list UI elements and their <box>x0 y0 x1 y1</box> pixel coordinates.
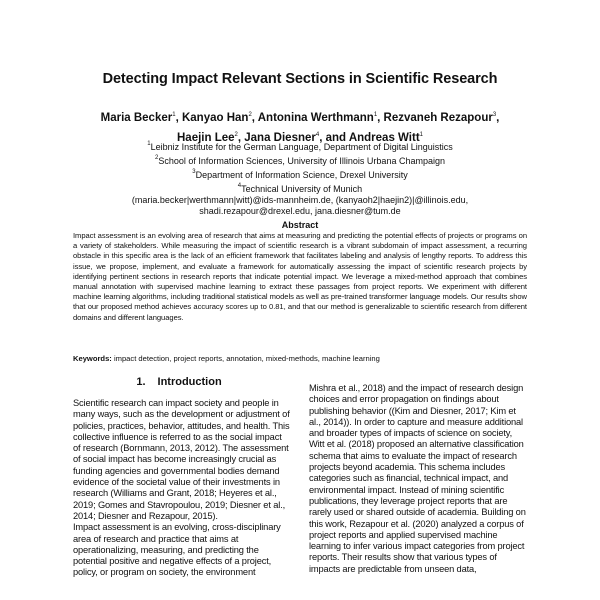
keywords-label: Keywords: <box>73 354 112 363</box>
affiliation-mark: 2 <box>248 112 252 118</box>
left-column <box>73 398 291 600</box>
author-name: Andreas Witt <box>348 132 420 144</box>
affiliation-mark: 1 <box>147 141 151 147</box>
section-title: Introduction <box>157 376 222 388</box>
author-separator: , <box>237 132 245 144</box>
author-name: Rezvaneh Rezapour <box>383 112 493 124</box>
affiliation-list <box>40 139 560 217</box>
keywords <box>73 354 527 364</box>
abstract-text: Impact assessment is an evolving area of research that aims at measuring and predicting the potential effects of projects or programs on a variety of stakeholders. While measuring the impact of scientific research is a vibrant subdomain of impact assessment, a recurring obstacle in this specific area is the lack of an efficient framework that facilitates labeling and analysis of lengthy reports. To address this issue, we propose, implement, and evaluate a framework for automatically assessing the impact of scientific research projects by identifying pertinent sections in research reports that indicate potential impact. We leverage a mixed-method approach that combines manual annotation with supervised machine learning to extract these passages from project reports. We experiment with different machine learning algorithms, including traditional statistical models as well as pre-trained transformer language models. Our results show that our proposed method achieves accuracy scores up to 0.81, and that our method is generalizable to scientific research from different domains and different languages. <box>73 231 527 322</box>
author-separator: , <box>496 112 500 124</box>
affiliation <box>40 167 560 181</box>
affiliation-mark: 1 <box>172 112 176 118</box>
affiliation-text: Technical University of Munich <box>241 184 363 194</box>
paragraph: Impact assessment is an evolving, cross-disciplinary area of research and practice that aims at operationalizing, measuring, and predicting the potential positive and negative effects of a project, policy, or program on society, the environment <box>73 522 281 578</box>
author-separator: , <box>175 112 182 124</box>
affiliation-mark: 1 <box>373 112 378 118</box>
affiliation <box>40 153 560 167</box>
author-separator: , <box>377 112 384 124</box>
author-separator: , and <box>319 132 349 144</box>
section-heading <box>73 376 285 388</box>
affiliation-mark: 4 <box>237 183 242 189</box>
author-name: Kanyao Han <box>181 112 249 124</box>
section-number: 1. <box>136 376 146 388</box>
affiliation <box>40 139 560 153</box>
author-name: Antonina Werthmann <box>257 112 374 124</box>
email-line: shadi.rezapour@drexel.edu, jana.diesner@tum.de <box>199 206 401 216</box>
paper-title: Detecting Impact Relevant Sections in Scientific Research <box>102 71 498 87</box>
author-name: Maria Becker <box>100 112 173 124</box>
affiliation-mark: 4 <box>315 132 320 138</box>
affiliation-text: Department of Information Science, Drexel University <box>195 170 408 180</box>
affiliation-mark: 1 <box>419 132 423 138</box>
email-line: (maria.becker|werthmann|witt)@ids-mannheim.de, (kanyaoh2|haejin2)|@illinois.edu, <box>131 195 469 205</box>
affiliation-mark: 3 <box>192 169 196 175</box>
right-column <box>309 383 527 600</box>
affiliation-text: Leibniz Institute for the German Language, Department of Digital Linguistics <box>150 142 453 152</box>
affiliation-mark: 3 <box>492 112 497 118</box>
affiliation-mark: 2 <box>155 155 159 161</box>
paragraph: Scientific research can impact society and people in many ways, such as the development or adjustment of policies, practices, behavior, attitudes, and health. This collective influence is referred to as the social impact of research (Bornmann, 2013, 2012). The assessment of social impact has become increasingly crucial as funding agencies and governmental bodies demand evidence of the societal value of their investments in research (Williams and Grant, 2018; Heyeres et al., 2019; Gomes and Stavropoulou, 2019; Diesner et al., 2014; Diesner and Rezapour, 2015). <box>73 398 290 521</box>
affiliation <box>40 181 560 195</box>
paragraph: Mishra et al., 2018) and the impact of research design choices and error propagation on findings about publishing behavior ((Kim and Diesner, 2017; Kim et al., 2014)). In order to capture and measure additional and broader types of impacts of science on society, Witt et al. (2018) proposed an alternative classification schema that aims to evaluate the impact of research projects beyond academia. This schema includes categories such as financial, technical impact, and environmental impact. Instead of mining scientific publications, they leverage project reports that are rarely used or shared outside of academia. Building on this work, Rezapour et al. (2020) analyzed a corpus of project reports and applied supervised machine learning to infer various impact categories from project reports. Their results show that various types of impacts are predictable from unseen data, <box>309 383 526 574</box>
author-name: Haejin Lee <box>177 132 235 144</box>
author-separator: , <box>251 112 258 124</box>
affiliation-mark: 2 <box>234 132 238 138</box>
keywords-text: impact detection, project reports, annotation, mixed-methods, machine learning <box>111 354 380 363</box>
abstract-heading: Abstract <box>281 220 319 230</box>
author-name: Jana Diesner <box>244 132 316 144</box>
affiliation-text: School of Information Sciences, University of Illinois Urbana Champaign <box>158 156 445 166</box>
